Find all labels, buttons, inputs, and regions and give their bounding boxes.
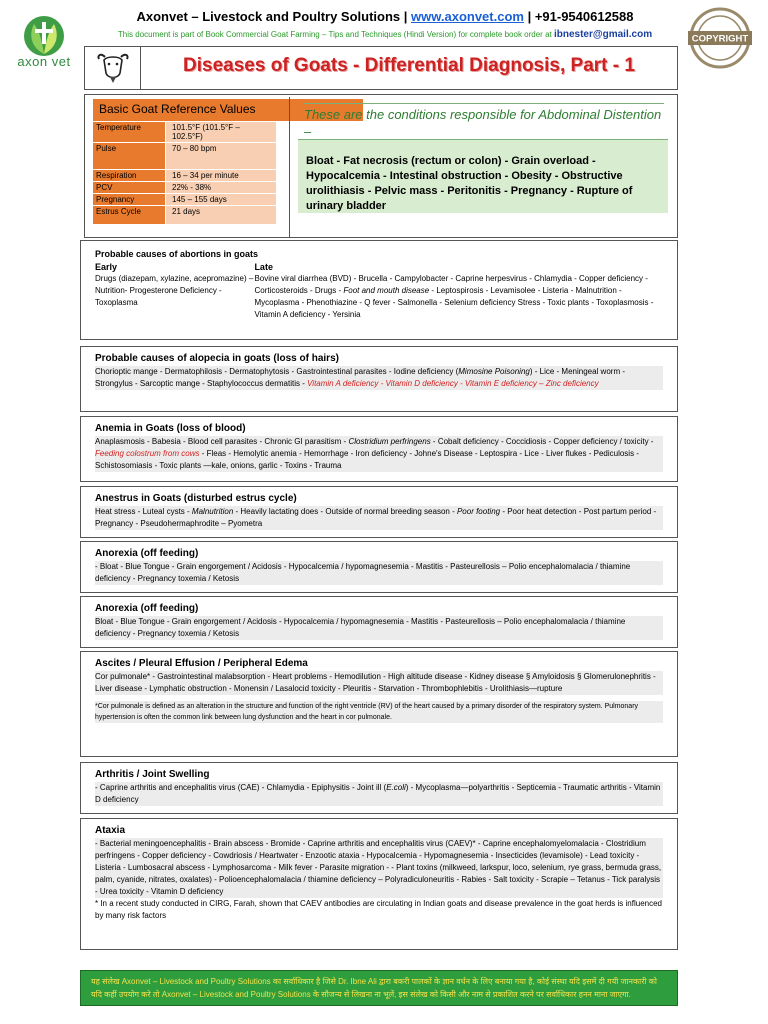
page-title: Diseases of Goats - Differential Diagnosis, Part - 1	[183, 55, 635, 76]
footer-notice: यह संलेख Axonvet – Livestock and Poultry Solutions का सर्वाधिकार है जिसे Dr. Ibne Ali द्वारा बकरी पालकों के ज्ञान वर्धन के लिए बनाया गया है, कोई संस्था यदि इसमें दी गयी जानकारी को यदि कहीं उपयोग करे तो Axonvet – Livestock and Poultry Solutions के सौजन्य से लिखना ना भूलें, इस संलेख को किसी और नाम से प्रकाशित करने पर सर्वाधिकार हनन माना जाएगा.	[80, 970, 678, 1006]
alopecia-text-mimosine: Mimosine Poisoning	[458, 367, 530, 376]
anorexia-causes: Bloat - Blue Tongue - Grain engorgement / Acidosis - Hypocalcemia / hypomagnesemia - Mastitis - Pasteurellosis – Polio encephalomalacia / thiamine deficiency - Pregnancy toxemia / Ketosis	[95, 616, 663, 640]
section-anorexia-1	[80, 541, 678, 593]
reference-value: 70 – 80 bpm	[166, 143, 276, 169]
late-causes-a: Bovine viral diarrhea (BVD) - Brucella - Campylobacter - Caprine herpesvirus - Chlamydia - Copper deficiency - Corticosteroids - Drugs -	[254, 274, 648, 295]
copyright-stamp	[684, 6, 756, 70]
reference-key: Estrus Cycle	[93, 206, 165, 224]
alopecia-text-c: ) - Lice - Meningeal worm - Strongylus - Sarcoptic mange - Staphylococcus dermatitis -	[95, 367, 625, 388]
arthritis-text-ecoli: E.coli	[386, 783, 406, 792]
anestrus-text-c: - Heavily lactating does - Outside of normal breeding season -	[233, 507, 457, 516]
abortion-columns	[95, 261, 663, 321]
reference-panel	[84, 94, 678, 238]
reference-key: Pregnancy	[93, 194, 165, 205]
abdominal-heading: These are the conditions responsible for Abdominal Distention –	[304, 103, 664, 140]
alopecia-causes	[95, 366, 663, 390]
alopecia-text-red: Vitamin A deficiency - Vitamin D deficiency - Vitamin E deficiency – Zinc deficiency	[307, 379, 599, 388]
anorexia-heading: Anorexia (off feeding)	[95, 603, 199, 614]
email-link[interactable]: ibnester@gmail.com	[553, 29, 653, 40]
anestrus-text-malnutrition: Malnutrition	[191, 507, 234, 516]
early-label: Early	[95, 262, 118, 272]
anorexia-causes: - Bloat - Blue Tongue - Grain engorgement / Acidosis - Hypocalcemia / hypomagnesemia - Mastitis - Pasteurellosis – Polio encephalomalacia / thiamine deficiency - Pregnancy toxemia / Ketosis	[95, 561, 663, 585]
anestrus-text-e: - Poor heat detection - Post partum period - Pregnancy - Pseudohermaphrodite – Pyometra	[95, 507, 657, 528]
anemia-heading: Anemia in Goats (loss of blood)	[95, 423, 246, 434]
title-row	[84, 46, 678, 90]
cor-pulmonale-note: *Cor pulmonale is defined as an alteration in the structure and function of the right ventricle (RV) of the heart caused by a primary disorder of the respiratory system. Pulmonary hypertension is often the common link between lung dysfunction and the heart in cor pulmonale.	[95, 701, 663, 723]
arthritis-text-a: - Caprine arthritis and encephalitis virus (CAE) - Chlamydia - Epiphysitis - Joint ill (	[95, 783, 387, 792]
anemia-causes	[95, 436, 663, 472]
anemia-text-c: - Cobalt deficiency - Coccidiosis - Copper deficiency / toxicity -	[430, 437, 654, 446]
header-subtitle	[90, 29, 680, 40]
alopecia-text-a: Chorioptic mange - Dermatophilosis - Dermatophytosis - Gastrointestinal parasites - Iodine deficiency (	[95, 367, 459, 376]
reference-value: 21 days	[166, 206, 276, 224]
arthritis-causes	[95, 782, 663, 806]
section-anestrus	[80, 486, 678, 538]
section-ataxia	[80, 818, 678, 950]
goat-icon	[95, 51, 131, 85]
abdominal-distention-box	[289, 97, 671, 237]
section-arthritis	[80, 762, 678, 814]
anorexia-heading: Anorexia (off feeding)	[95, 548, 199, 559]
header-company: Axonvet – Livestock and Poultry Solutions |	[136, 9, 412, 24]
section-anorexia-2	[80, 596, 678, 648]
header-phone: | +91-9540612588	[523, 9, 634, 24]
anestrus-text-footing: Poor footing	[456, 507, 501, 516]
anemia-text-clostridium: Clostridium perfringens	[348, 437, 431, 446]
reference-key: Respiration	[93, 170, 165, 181]
arthritis-text-c: ) - Mycoplasma—polyarthritis - Septicemia - Traumatic arthritis - Vitamin D deficiency	[95, 783, 661, 804]
anestrus-causes	[95, 506, 663, 530]
late-causes-fmd: Foot and mouth disease	[343, 286, 430, 295]
ataxia-note: * In a recent study conducted in CIRG, Farah, shown that CAEV antibodies are circulating in Indian goats and disease prevalence in the goat herds is influenced by many risk factors	[95, 899, 663, 920]
section-abortion	[80, 240, 678, 340]
reference-value: 22% - 38%	[166, 182, 276, 193]
late-causes-c: - Leptospirosis - Levamisolee - Listeria - Malnutrition - Mycoplasma - Phenothiazine - Q fever - Salmonella - Selenium deficiency Stress - Toxic plants - Toxoplasmosis - Vitamin A deficiency - Yersinia	[254, 286, 654, 319]
anemia-text-d: - Fleas - Hemolytic anemia - Hemorrhage - Iron deficiency - Johne's Disease - Leptospira - Lice - Liver flukes - Pediculosis - Schistosomiasis - Toxic plants —kale, onions, garlic - Toxins - Trauma	[95, 449, 639, 470]
section-alopecia	[80, 346, 678, 412]
anestrus-heading: Anestrus in Goats (disturbed estrus cycle)	[95, 493, 297, 504]
header-title	[90, 9, 680, 24]
abdominal-conditions: Bloat - Fat necrosis (rectum or colon) - Grain overload - Hypocalcemia - Intestinal obstruction - Obesity - Obstructive urolithiasis - Pelvic mass - Peritonitis - Pregnancy - Rupture of urinary bladder	[298, 139, 668, 213]
alopecia-heading: Probable causes of alopecia in goats (loss of hairs)	[95, 353, 339, 364]
abortion-heading: Probable causes of abortions in goats	[95, 249, 259, 259]
website-link[interactable]: www.axonvet.com	[411, 9, 524, 24]
abortion-early-col	[95, 261, 254, 321]
reference-key: Temperature	[93, 122, 165, 142]
section-anemia	[80, 416, 678, 482]
reference-key: PCV	[93, 182, 165, 193]
late-label: Late	[254, 262, 273, 272]
stamp-text: COPYRIGHT	[691, 33, 749, 45]
ascites-heading: Ascites / Pleural Effusion / Peripheral Edema	[95, 658, 308, 669]
ataxia-heading: Ataxia	[95, 825, 126, 836]
reference-value: 145 – 155 days	[166, 194, 276, 205]
reference-value: 16 – 34 per minute	[166, 170, 276, 181]
ataxia-causes: - Bacterial meningoencephalitis - Brain abscess - Bromide - Caprine arthritis and encephalitis virus (CAEV)* - Caprine encephalomyelomalacia - Clostridium perfringens - Copper deficiency - Cowdriosis / Heartwater - Enzootic ataxia - Hypocalcemia - Hypomagnesemia - Insecticides (levamisole) - Lead toxicity - Listeria - Lumbosacral abscess - Lymphosarcoma - Milk fever - Parasite migration - - Plant toxins (milkweed, larkspur, loco, selenium, rye grass, bermuda grass, palm, cyanide, nitrates, oxalates) - Polioencephalomalacia / thiamine deficiency – Polyradiculoneuritis - Rabies - Salt toxicity - Scrapie – Tetanus - Tick paralysis - Urea toxicity - Vitamin D deficiency	[95, 839, 662, 896]
reference-key: Pulse	[93, 143, 165, 169]
reference-heading: Basic Goat Reference Values	[93, 99, 363, 121]
early-causes: Drugs (diazepam, xylazine, acepromazine) – Nutrition- Progesterone Deficiency - Toxoplasma	[95, 274, 254, 307]
ascites-causes: Cor pulmonale* - Gastrointestinal malabsorption - Heart problems - Hemodilution - High altitude disease - Kidney disease § Amyloidosis § Glomerulonephritis - Liver disease - Lymphatic obstruction - Monensin / Lasalocid toxicity - Pleuritis - Starvation - Thrombophlebitis - Urolithiasis—rupture	[95, 671, 663, 695]
goat-icon-box	[85, 47, 141, 89]
arthritis-heading: Arthritis / Joint Swelling	[95, 769, 210, 780]
anestrus-text-a: Heat stress - Luteal cysts -	[95, 507, 192, 516]
logo-text: axon vet	[17, 54, 71, 69]
anemia-text-red: Feeding colostrum from cows	[95, 449, 200, 458]
anemia-text-a: Anaplasmosis - Babesia - Blood cell parasites - Chronic GI parasitism -	[95, 437, 349, 446]
late-causes	[254, 273, 663, 321]
section-ascites	[80, 651, 678, 757]
reference-value: 101.5°F (101.5°F – 102.5°F)	[166, 122, 276, 142]
abortion-late-col	[254, 261, 663, 321]
subtitle-text: This document is part of Book Commercial Goat Farming – Tips and Techniques (Hindi Version) for complete book order at	[117, 30, 554, 39]
